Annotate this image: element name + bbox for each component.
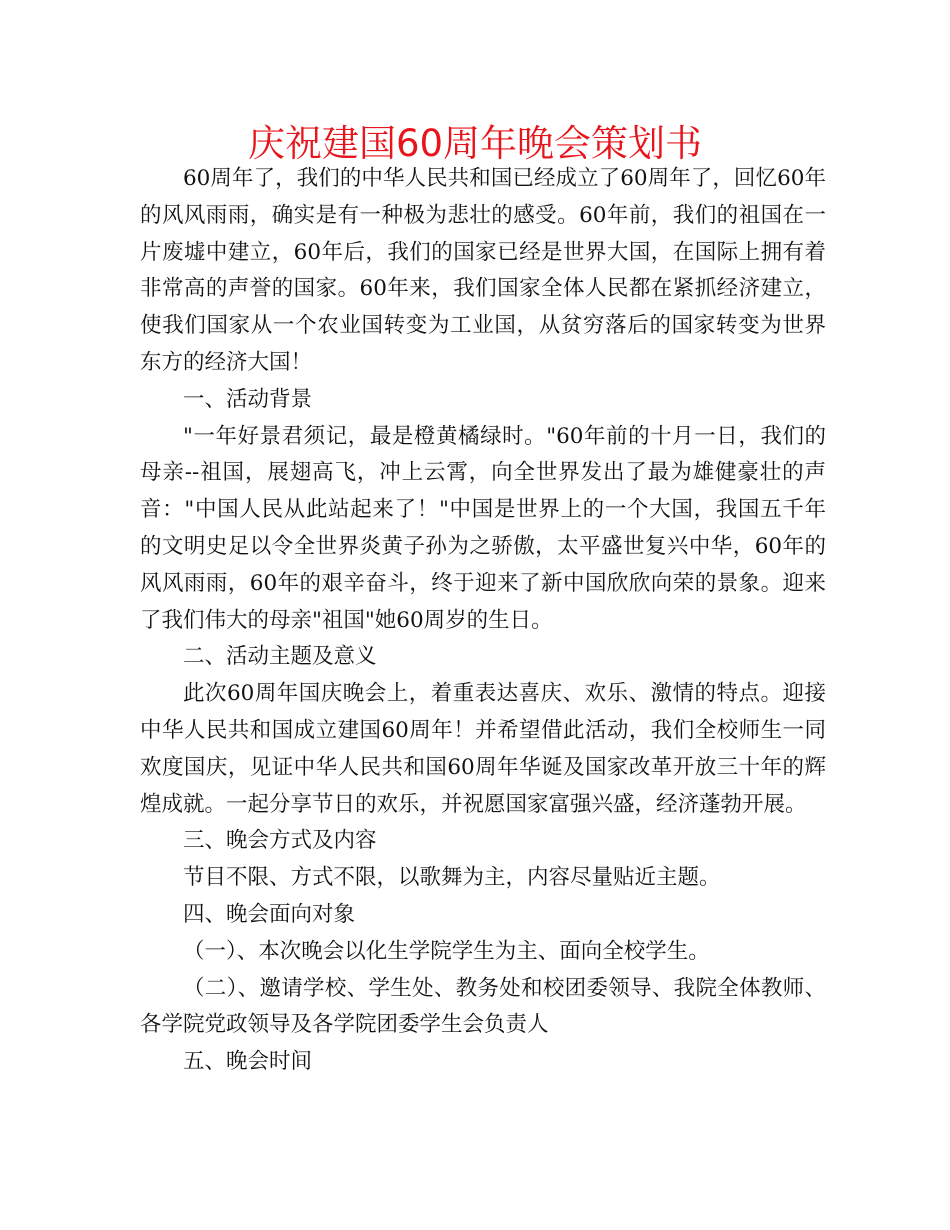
audience-item-2: （二）、邀请学校、学生处、教务处和校团委领导、我院全体教师、各学院党政领导及各学院团委学生会负责人 bbox=[140, 975, 826, 1038]
section-heading-background: 一、活动背景 bbox=[183, 386, 313, 412]
background-paragraph: "一年好景君须记，最是橙黄橘绿时。"60年前的十月一日，我们的母亲--祖国，展翅高飞，冲上云霄，向全世界发出了最为雄健豪壮的声音："中国人民从此站起来了！"中国是世界上的一个大国，我国五千年的文明史足以令全世界炎黄子孙为之骄傲，太平盛世复兴中华，60年的风风雨雨，60年的艰辛奋斗，终于迎来了新中国欣欣向荣的景象。迎来了我们伟大的母亲"祖国"她60周岁的生日。 bbox=[140, 423, 826, 633]
section-heading-theme: 二、活动主题及意义 bbox=[183, 644, 377, 670]
section-heading-format: 三、晚会方式及内容 bbox=[183, 828, 377, 854]
document-body bbox=[140, 161, 826, 1081]
format-paragraph: 节目不限、方式不限，以歌舞为主，内容尽量贴近主题。 bbox=[183, 865, 721, 891]
intro-paragraph: 60周年了，我们的中华人民共和国已经成立了60周年了，回忆60年的风风雨雨，确实是有一种极为悲壮的感受。60年前，我们的祖国在一片废墟中建立，60年后，我们的国家已经是世界大国，在国际上拥有着非常高的声誉的国家。60年来，我们国家全体人民都在紧抓经济建立，使我们国家从一个农业国转变为工业国，从贫穷落后的国家转变为世界东方的经济大国！ bbox=[140, 166, 826, 375]
audience-item-1: （一）、本次晚会以化生学院学生为主、面向全校学生。 bbox=[183, 938, 710, 964]
document-title: 庆祝建国60周年晚会策划书 bbox=[247, 122, 703, 165]
section-heading-time: 五、晚会时间 bbox=[183, 1049, 313, 1075]
section-heading-audience: 四、晚会面向对象 bbox=[183, 901, 356, 927]
theme-paragraph: 此次60周年国庆晚会上，着重表达喜庆、欢乐、激情的特点。迎接中华人民共和国成立建国60周年！并希望借此活动，我们全校师生一同欢度国庆，见证中华人民共和国60周年华诞及国家改革开放三十年的辉煌成就。一起分享节日的欢乐，并祝愿国家富强兴盛，经济蓬勃开展。 bbox=[140, 681, 826, 817]
